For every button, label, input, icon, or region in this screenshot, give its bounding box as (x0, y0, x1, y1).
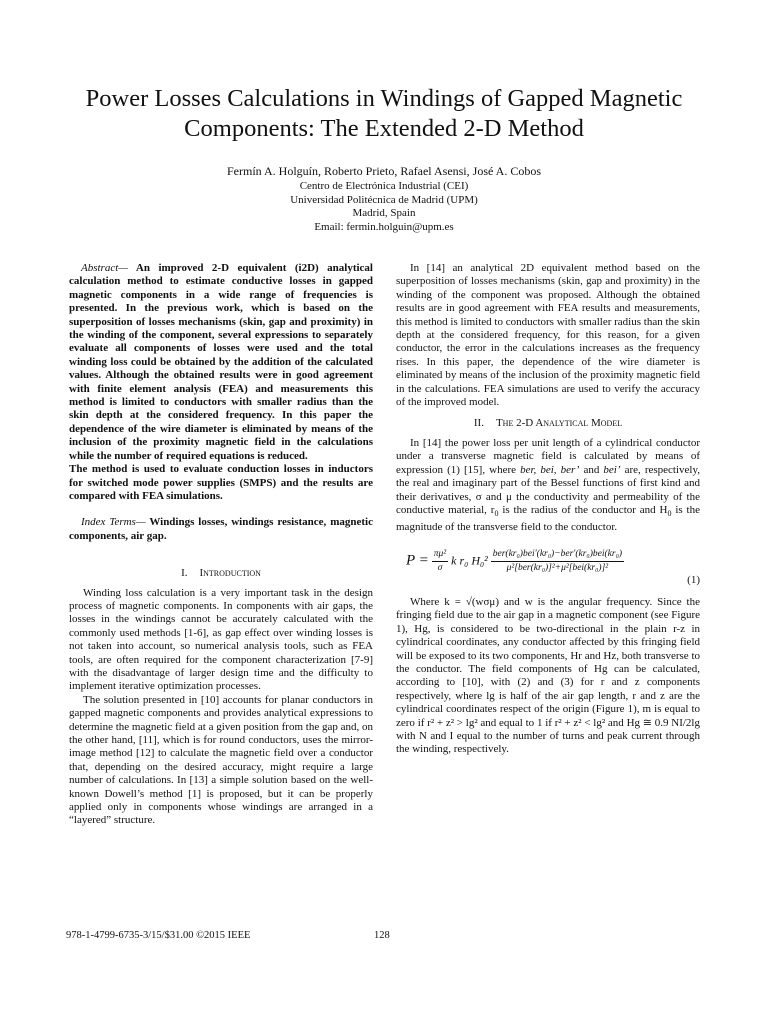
section-heading-analytical-model (396, 417, 700, 430)
section-number: II. (473, 417, 484, 430)
text-run: are, respectively, the real and imaginary part of the Bessel functions of first kind and their derivatives, σ and μ the conductivity and permeability of the conductive material, r (396, 463, 701, 516)
left-column (69, 262, 373, 828)
section-title: Introduction (199, 567, 261, 580)
text-run-italic: ber, bei, ber’ (520, 463, 580, 476)
index-terms-text: Windings losses, windings resistance, magnetic components, air gap. (69, 516, 373, 542)
page-number: 128 (374, 930, 390, 941)
intro-paragraph-2: The solution presented in [10] accounts for planar conductors in gapped magnetic components and provides analytical expressions to determine the magnetic field at a given position from the gap and, on the other hand, [11], which is for round conductors, uses the mirror-image method [12] to calculate the magnetic field over a conductor that, depending on the desired accuracy, might require a large number of calculations. In [13] a simple solution based on the well-known Dowell’s method [1] is proposed, but it can be properly applied only in components whose windings are arranged in a “layered” structure. (69, 693, 373, 827)
text-run-italic: bei’ (603, 463, 621, 476)
equation-bessel-fraction (491, 548, 624, 576)
text-run: In [14] the power loss per unit length of a cylindrical conductor under a transverse magnetic field is calculated by means of expression (1) [15], where (396, 436, 700, 476)
affiliation-line: Centro de Electrónica Industrial (CEI) (299, 180, 469, 192)
text-run: is the magnitude of the transverse field to the conductor. (396, 503, 700, 533)
affiliation-email: Email: fermin.holguin@upm.es (314, 220, 454, 233)
equation-body (406, 548, 624, 576)
fraction-numerator: ber(kr₀)bei′(kr₀)−ber′(kr₀)bei(kr₀) (491, 548, 624, 562)
intro-paragraph-1: Winding loss calculation is a very important task in the design process of magnetic components. In components with air gaps, the losses in the windings cannot be accurately calculated with the commonly used methods [1-6], as gap effect over winding losses is not taken into account, so numerical analysis tools, such as FEA tools, are often required for the component characterization [7-9] with the disadvantage of larger design time and the difficulty to implement iterative optimization processes. (69, 586, 373, 693)
text-run: is the radius of the conductor and H (498, 503, 668, 516)
index-terms (69, 516, 373, 543)
abstract-label: Abstract— (81, 262, 129, 274)
intro-paragraph-3: In [14] an analytical 2D equivalent method based on the superposition of losses mechanisms (skin, gap and proximity) in the winding of the component was proposed. Although the obtained results are in good agreement with FEA results and measurements, this method is limited to conductors with smaller radius than the skin depth at the considered frequency, for this reason, for a given conductor, the error in the calculations increases as the frequency rises. In this paper, the dependence of the wire diameter is eliminated by means of the inclusion of the proximity magnetic field in the calculations. FEA simulations are used to verify the accuracy of the improved model. (396, 262, 700, 409)
model-paragraph-1: In [14] the power loss per unit length of a cylindrical conductor under a transverse magnetic field is calculated by means of expression (1) [15], where ber, bei, ber’ and bei’ are, respectively, the real and imaginary part of the Bessel functions of first kind and their derivatives, σ and μ the conductivity and permeability of the conductive material, $r_0$ is the radius of the conductor and $H_0$ is the magnitude of the transverse field to the conductor. (396, 436, 701, 533)
fraction-denominator: μ²[ber(kr₀)]²+μ²[bei(kr₀)]² (506, 563, 609, 574)
text-run: and (579, 463, 604, 476)
abstract (69, 262, 373, 463)
equation-middle: k r₀ H₀² (451, 553, 488, 568)
author-list: Fermín A. Holguín, Roberto Prieto, Rafael Asensi, José A. Cobos (227, 164, 541, 178)
copyright-line: 978-1-4799-6735-3/15/$31.00 ©2015 IEEE (66, 930, 251, 941)
affiliation-line: Universidad Politécnica de Madrid (UPM) (290, 193, 478, 206)
abstract-text-2: The method is used to evaluate conduction losses in inductors for switched mode power supplies (SMPS) and the results are compared with FEA simulations. (69, 463, 373, 502)
equation-1 (396, 544, 700, 590)
section-title: The 2-D Analytical Model (495, 417, 623, 430)
abstract-text: An improved 2-D equivalent (i2D) analytical calculation method to estimate conductive losses in gapped magnetic components in a wide range of frequencies is presented. In the previous work, which is based on the superposition of losses mechanisms (skin, gap and proximity) in the winding of the component, several expressions to separately evaluate all components of losses were used and the total winding loss could be obtained by the addition of the calculated values. Although the obtained results were in good agreement with finite element analysis (FEA) and measurements this method is limited to conductors with smaller radius than the skin depth at the considered frequency. In this paper the dependence of the wire diameter is eliminated by means of the inclusion of the proximity magnetic field in the calculations while the number of required equations is reduced. (69, 262, 373, 462)
section-number: I. (181, 567, 188, 580)
section-heading-introduction (69, 567, 373, 580)
equation-number: (1) (687, 573, 700, 586)
coefficient-numerator: πμ² (432, 548, 448, 562)
index-terms-label: Index Terms— (81, 516, 146, 529)
equation-coefficient (432, 548, 448, 576)
right-column (396, 262, 700, 757)
affiliation-block (60, 180, 708, 234)
paper-title: Power Losses Calculations in Windings of Gapped Magnetic Components: The Extended 2-D Method (85, 85, 683, 142)
coefficient-denominator: σ (437, 563, 443, 574)
model-paragraph-2: Where k = √(wσμ) and w is the angular frequency. Since the fringing field due to the air gap in a magnetic component (see Figure 1), Hg, is considered to be two-directional in the plain r-z in cylindrical coordinates, any conductor affected by this fringing field will be exposed to its two components, Hr and Hz, both transverse to the conductor. The field components of Hg can be calculated, according to [10], with (2) and (3) for r and z components respectively, where lg is half of the air gap length, r and z are the cylindrical coordinates respect of the origin (Figure 1), m is equal to zero if r² + z² > lg² and equal to 1 if r² + z² < lg² and Hg ≅ 0.9 NI/2lg with N and I equal to the number of turns and peak current through the winding, respectively. (396, 595, 700, 756)
affiliation-line: Madrid, Spain (352, 207, 416, 219)
equation-lhs: P = (406, 552, 429, 569)
